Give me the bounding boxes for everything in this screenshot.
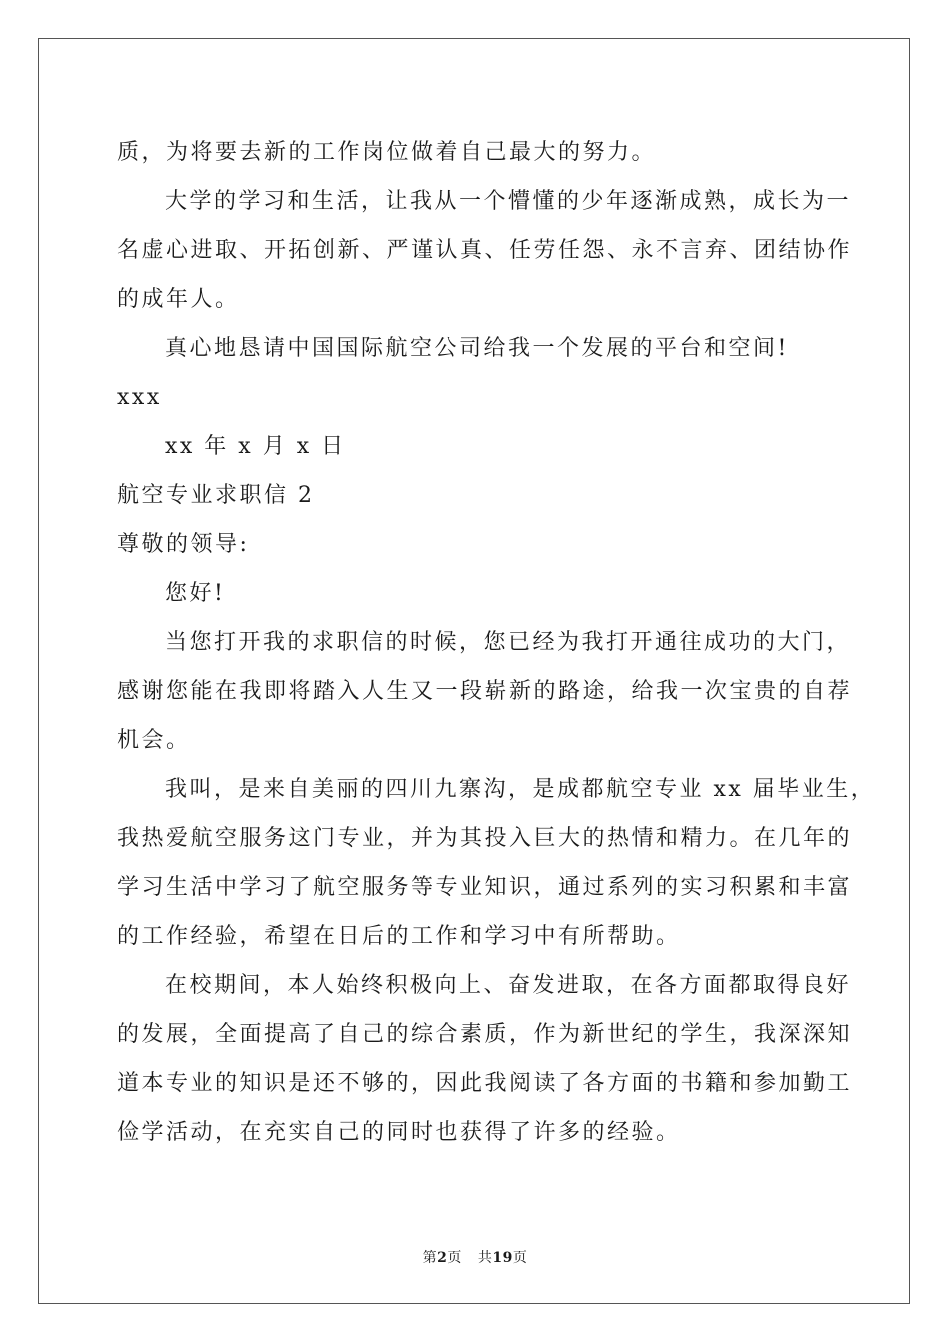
section-title: 航空专业求职信 2 (117, 483, 315, 508)
paragraph-line: 的发展，全面提高了自己的综合素质，作为新世纪的学生，我深深知 (117, 1022, 853, 1047)
paragraph-line: 我叫，是来自美丽的四川九寨沟，是成都航空专业 xx 届毕业生， (165, 777, 876, 802)
paragraph-line: 感谢您能在我即将踏入人生又一段崭新的路途，给我一次宝贵的自荐 (117, 679, 853, 704)
paragraph-line: 学习生活中学习了航空服务等专业知识，通过系列的实习积累和丰富 (117, 875, 853, 900)
total-prefix: 共 (477, 1250, 493, 1266)
signature-date: xx 年 x 月 x 日 (165, 434, 346, 459)
total-page-number: 19 (492, 1250, 513, 1266)
current-page-number: 2 (437, 1250, 448, 1266)
paragraph-line: 名虚心进取、开拓创新、严谨认真、任劳任怨、永不言弃、团结协作 (117, 238, 853, 263)
document-body (117, 128, 876, 1157)
page-prefix: 第 (422, 1250, 438, 1266)
paragraph-line: 真心地恳请中国国际航空公司给我一个发展的平台和空间! (165, 336, 789, 361)
paragraph-line: 俭学活动，在充实自己的同时也获得了许多的经验。 (117, 1120, 681, 1145)
greeting: 您好! (165, 581, 226, 606)
page-suffix: 页 (447, 1250, 462, 1266)
salutation: 尊敬的领导: (117, 532, 250, 557)
paragraph-line: 质，为将要去新的工作岗位做着自己最大的努力。 (117, 140, 657, 165)
paragraph-line: 道本专业的知识是还不够的，因此我阅读了各方面的书籍和参加勤工 (117, 1071, 853, 1096)
paragraph-line: 我热爱航空服务这门专业，并为其投入巨大的热情和精力。在几年的 (117, 826, 853, 851)
paragraph-line: 在校期间，本人始终积极向上、奋发进取，在各方面都取得良好 (165, 973, 852, 998)
paragraph-line: 当您打开我的求职信的时候，您已经为我打开通往成功的大门， (165, 630, 852, 655)
signature-name: xxx (117, 385, 162, 410)
paragraph-line: 大学的学习和生活，让我从一个懵懂的少年逐渐成熟，成长为一 (165, 189, 852, 214)
paragraph-line: 的工作经验，希望在日后的工作和学习中有所帮助。 (117, 924, 681, 949)
total-suffix: 页 (512, 1250, 528, 1266)
page-footer (0, 1247, 950, 1267)
paragraph-line: 的成年人。 (117, 287, 240, 312)
paragraph-line: 机会。 (117, 728, 191, 753)
